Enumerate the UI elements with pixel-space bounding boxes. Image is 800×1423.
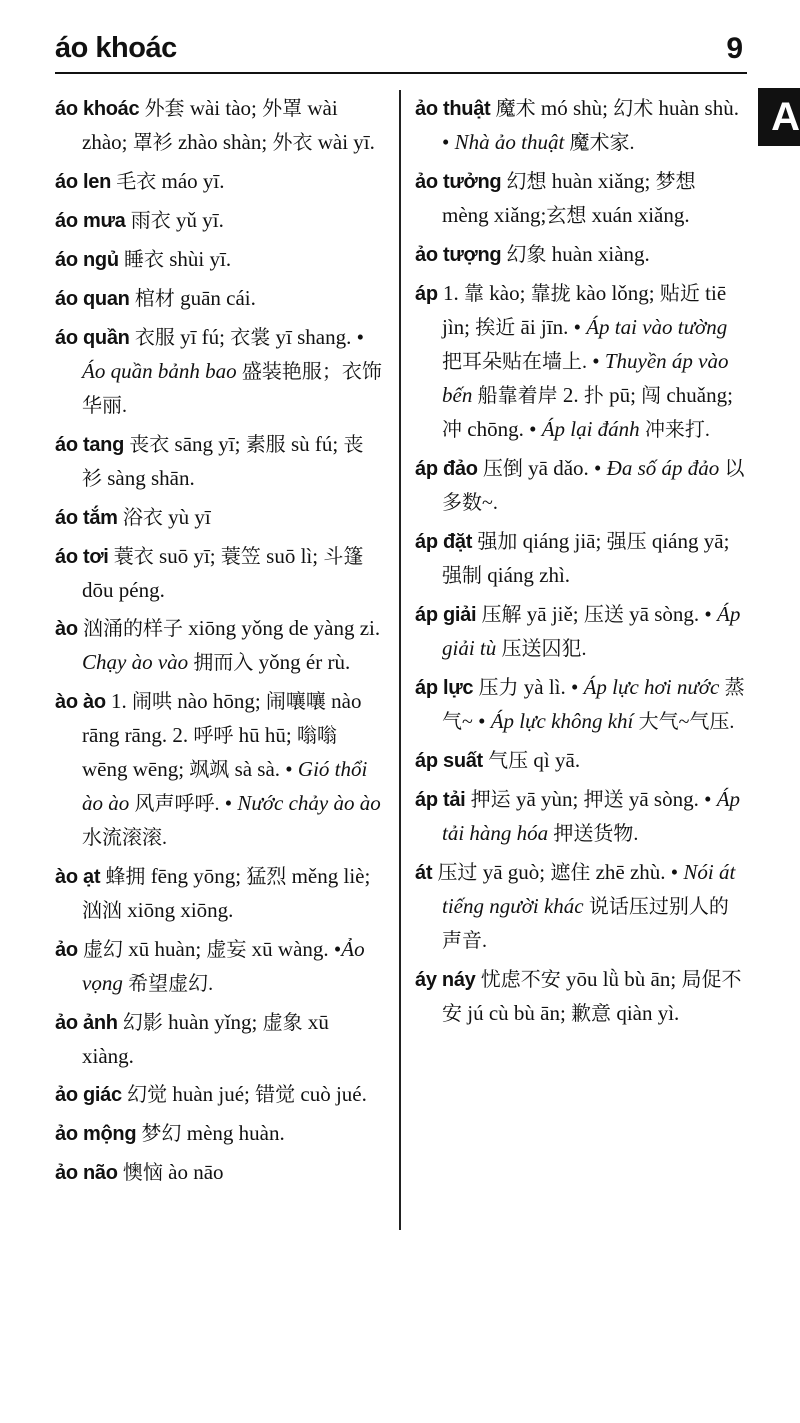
entry-headword: át (415, 862, 433, 884)
example-phrase: Nói át tiếng người khác (442, 860, 736, 918)
entry-headword: áp đặt (415, 531, 473, 553)
example-phrase: Nước chảy ào ào (237, 791, 381, 815)
chinese-text: 靠拢 (530, 283, 571, 305)
example-phrase: Thuyền áp vào bến (442, 349, 729, 407)
chinese-text: 闹嚷嚷 (265, 691, 326, 713)
dictionary-entry (55, 204, 383, 238)
entry-headword: áo tắm (55, 507, 118, 529)
dictionary-entry (55, 165, 383, 199)
chinese-text: 梦想 (655, 171, 696, 193)
entry-headword: áp (415, 283, 438, 305)
chinese-text: 罩衫 (132, 132, 173, 154)
example-phrase: Áp lực hơi nước (583, 675, 720, 699)
definition-text: 1. (111, 689, 132, 713)
dictionary-entry (415, 277, 747, 447)
chinese-text: 盛装艳服；衣饰华丽. (82, 361, 382, 417)
definition-text: huàn yǐng; (162, 1010, 263, 1034)
example-phrase: Đa số áp đảo (606, 456, 720, 480)
chinese-text: 棺材 (134, 288, 175, 310)
chinese-text: 魔术家. (569, 132, 635, 154)
chinese-text: 忧虑不安 (480, 969, 561, 991)
chinese-text: 玄想 (546, 205, 587, 227)
chinese-text: 歉意 (571, 1003, 612, 1025)
dictionary-entry (415, 744, 747, 778)
definition-text: yā sòng. • (623, 787, 717, 811)
definition-text: • (587, 349, 605, 373)
chinese-text: 把耳朵贴在墙上. (442, 351, 587, 373)
dictionary-entry (55, 428, 383, 496)
chinese-text: 外衣 (272, 132, 313, 154)
definition-text: mèng xiǎng; (442, 203, 547, 227)
example-phrase: Áp tải hàng hóa (442, 787, 741, 845)
definition-text: xū wàng. • (246, 937, 342, 961)
definition-text: máo yī. (156, 169, 225, 193)
definition-text: sà sà. • (229, 757, 298, 781)
chinese-text: 汹汹 (82, 900, 122, 922)
chinese-text: 强制 (442, 565, 482, 587)
definition-text: yā guò; (477, 860, 551, 884)
definition-text: nào rāng rāng. 2. (82, 689, 362, 747)
dictionary-entry (55, 92, 383, 160)
chinese-text: 押送 (583, 789, 624, 811)
entry-headword: áy náy (415, 969, 476, 991)
chinese-text: 以多数~. (442, 458, 745, 514)
chinese-text: 丧衣 (129, 434, 170, 456)
example-phrase: Áp lực không khí (490, 709, 634, 733)
chinese-text: 气压 (488, 750, 529, 772)
definition-text: tiē jìn; (442, 281, 727, 339)
dictionary-entry (55, 501, 383, 535)
chinese-text: 贴近 (659, 283, 700, 305)
chinese-text: 衣服 (134, 327, 175, 349)
entry-headword: áp đảo (415, 458, 478, 480)
definition-text: xiōng xiōng. (122, 898, 234, 922)
chinese-text: 丧衫 (82, 434, 364, 490)
definition-text: sāng yī; (169, 432, 246, 456)
definition-text: āi jīn. • (515, 315, 587, 339)
entry-headword: áp lực (415, 677, 474, 699)
definition-text: yà lì. • (518, 675, 584, 699)
chinese-text: 斗篷 (323, 546, 364, 568)
definition-text: dōu péng. (82, 578, 165, 602)
chinese-text: 外罩 (262, 98, 303, 120)
chinese-text: 素服 (245, 434, 286, 456)
entry-headword: áo khoác (55, 98, 140, 120)
chinese-text: 靠 (464, 283, 484, 305)
example-phrase: Chạy ào vào (82, 650, 189, 674)
chinese-text: 遮住 (550, 862, 591, 884)
definition-text: xuán xiǎng. (586, 203, 690, 227)
right-column (415, 92, 747, 1036)
definition-text: hū hū; (233, 723, 297, 747)
example-phrase: Áp tai vào tường (586, 315, 728, 339)
chinese-text: 幻想 (506, 171, 547, 193)
chinese-text: 冲来打. (644, 419, 710, 441)
entry-headword: ảo ảnh (55, 1012, 118, 1034)
entry-headword: áo len (55, 171, 111, 193)
definition-text: yǔ yī. (170, 208, 224, 232)
entry-headword: ảo não (55, 1162, 118, 1184)
definition-text: yā sòng. • (623, 602, 718, 626)
definition-text: yù yī (162, 505, 211, 529)
chinese-text: 说话压过别人的声音. (442, 896, 729, 952)
entry-headword: ào (55, 618, 78, 640)
definition-text: 1. (443, 281, 464, 305)
entry-headword: áp suất (415, 750, 483, 772)
chinese-text: 压送 (583, 604, 624, 626)
definition-text: xū xiàng. (82, 1010, 329, 1068)
chinese-text: 压力 (478, 677, 519, 699)
definition-text: yǒng ér rù. (253, 650, 351, 674)
entry-headword: áp tải (415, 789, 466, 811)
chinese-text: 强加 (477, 531, 518, 553)
definition-text: zhào shàn; (172, 130, 273, 154)
definition-text: suō yī; (153, 544, 221, 568)
page-header (55, 30, 747, 74)
definition-text: qiáng yā; (646, 529, 730, 553)
chinese-text: 水流滚滚. (82, 827, 167, 849)
entry-headword: áo quần (55, 327, 130, 349)
chinese-text: 魔术 (495, 98, 536, 120)
entry-headword: ảo giác (55, 1084, 122, 1106)
definition-text: pū; (603, 383, 642, 407)
entry-headword: áo tang (55, 434, 125, 456)
entry-headword: ảo tượng (415, 244, 502, 266)
definition-text: yī shang. • (270, 325, 364, 349)
chinese-text: 大气~气压. (638, 711, 735, 733)
chinese-text: 错觉 (255, 1084, 296, 1106)
chinese-text: 衣裳 (230, 327, 271, 349)
definition-text: • (219, 791, 238, 815)
dictionary-entry (415, 671, 747, 739)
entry-headword: áp giải (415, 604, 477, 626)
dictionary-entry (55, 860, 383, 928)
chinese-text: 蒸气~ (442, 677, 745, 733)
dictionary-entry (55, 685, 383, 855)
entry-headword: áo quan (55, 288, 130, 310)
entry-headword: ảo (55, 939, 78, 961)
chinese-text: 呼呼 (193, 725, 234, 747)
chinese-text: 蓑笠 (220, 546, 261, 568)
chinese-text: 挨近 (475, 317, 516, 339)
example-phrase: Áp lại đánh (541, 417, 640, 441)
chinese-text: 梦幻 (141, 1123, 182, 1145)
chinese-text: 汹涌的样子 (83, 618, 183, 640)
entry-headword: ào ào (55, 691, 106, 713)
definition-text: měng liè; (286, 864, 371, 888)
chinese-text: 懊恼 (122, 1162, 163, 1184)
definition-text: sù fú; (285, 432, 344, 456)
chinese-text: 压倒 (482, 458, 523, 480)
chinese-text: 蓑衣 (113, 546, 154, 568)
chinese-text: 飒飒 (189, 759, 230, 781)
dictionary-entry (55, 612, 383, 680)
definition-text: yā jiě; (521, 602, 584, 626)
chinese-text: 幻象 (506, 244, 547, 266)
definition-text: wài zhào; (82, 96, 338, 154)
entry-headword: áo mưa (55, 210, 126, 232)
thumb-index-tab: A (758, 88, 800, 146)
entry-headword: áo tơi (55, 546, 109, 568)
definition-text: qiáng zhì. (482, 563, 571, 587)
dictionary-entry (415, 783, 747, 851)
definition-text: guān cái. (174, 286, 256, 310)
dictionary-entry (415, 598, 747, 666)
definition-text: zhē zhù. • (590, 860, 684, 884)
chinese-text: 虚幻 (83, 939, 123, 961)
definition-text: • (472, 709, 491, 733)
definition-text: qiàn yì. (611, 1001, 680, 1025)
chinese-text: 冲 (442, 419, 462, 441)
chinese-text: 船靠着岸 (477, 385, 558, 407)
chinese-text: 局促不安 (442, 969, 742, 1025)
dictionary-entry (415, 165, 747, 233)
definition-text: suō lì; (260, 544, 324, 568)
dictionary-entry (55, 243, 383, 277)
chinese-text: 外套 (144, 98, 185, 120)
chinese-text: 幻术 (613, 98, 654, 120)
definition-text: ào nāo (162, 1160, 224, 1184)
definition-text: wài tào; (184, 96, 263, 120)
left-column (55, 92, 383, 1195)
entry-headword: áo ngủ (55, 249, 119, 271)
chinese-text: 压送囚犯. (501, 638, 587, 660)
dictionary-entry (415, 525, 747, 593)
dictionary-entry (55, 1117, 383, 1151)
entry-headword: ảo mộng (55, 1123, 137, 1145)
definition-text: qiáng jiā; (517, 529, 607, 553)
example-phrase: Áp giải tù (442, 602, 741, 660)
chinese-text: 幻觉 (127, 1084, 168, 1106)
chinese-text: 虚妄 (206, 939, 247, 961)
dictionary-entry (55, 321, 383, 423)
guide-word: áo khoác (55, 32, 177, 64)
column-divider (399, 90, 401, 1230)
definition-text: jú cù bù ān; (462, 1001, 572, 1025)
definition-text: sàng shān. (102, 466, 195, 490)
definition-text: nào hōng; (172, 689, 266, 713)
entry-headword: ảo thuật (415, 98, 491, 120)
definition-text: huàn shù. • (442, 96, 739, 154)
chinese-text: 强压 (606, 531, 647, 553)
page-number: 9 (726, 32, 743, 65)
dictionary-entry (415, 963, 747, 1031)
chinese-text: 闹哄 (132, 691, 172, 713)
definition-text: fēng yōng; (145, 864, 247, 888)
example-phrase: Áo quần bảnh bao (82, 359, 237, 383)
definition-text: yī fú; (174, 325, 231, 349)
definition-text: cuò jué. (295, 1082, 367, 1106)
chinese-text: 扑 (583, 385, 604, 407)
definition-text: xū huàn; (123, 937, 207, 961)
chinese-text: 拥而入 (193, 652, 254, 674)
definition-text: 2. (557, 383, 584, 407)
definition-text: yōu lǜ bù ān; (560, 967, 682, 991)
chinese-text: 闯 (641, 385, 662, 407)
dictionary-entry (55, 540, 383, 607)
definition-text: wēng wēng; (82, 757, 190, 781)
definition-text: chuǎng; (661, 383, 733, 407)
definition-text: xiōng yǒng de yàng zi. (183, 616, 381, 640)
dictionary-entry (55, 1006, 383, 1073)
chinese-text: 压过 (437, 862, 478, 884)
dictionary-entry (55, 933, 383, 1001)
dictionary-entry (55, 1078, 383, 1112)
dictionary-entry (415, 238, 747, 272)
definition-text: yā yùn; (510, 787, 584, 811)
definition-text: yā dǎo. • (522, 456, 607, 480)
definition-text: huàn jué; (167, 1082, 256, 1106)
chinese-text: 浴衣 (122, 507, 163, 529)
definition-text: huàn xiàng. (546, 242, 650, 266)
chinese-text: 蜂拥 (105, 866, 146, 888)
dictionary-entry (55, 282, 383, 316)
dictionary-entry (55, 1156, 383, 1190)
dictionary-entry (415, 452, 747, 520)
definition-text: kào; (484, 281, 531, 305)
chinese-text: 压解 (481, 604, 522, 626)
definition-text: mèng huàn. (181, 1121, 285, 1145)
chinese-text: 押运 (470, 789, 511, 811)
dictionary-entry (415, 92, 747, 160)
chinese-text: 毛衣 (116, 171, 157, 193)
definition-text: shùi yī. (164, 247, 232, 271)
entry-headword: ào ạt (55, 866, 101, 888)
chinese-text: 雨衣 (130, 210, 171, 232)
chinese-text: 幻影 (122, 1012, 163, 1034)
chinese-text: 风声呼呼. (134, 793, 220, 815)
definition-text: chōng. • (462, 417, 542, 441)
chinese-text: 希望虚幻. (128, 973, 214, 995)
definition-text: mó shù; (535, 96, 614, 120)
chinese-text: 猛烈 (246, 866, 287, 888)
chinese-text: 虚象 (262, 1012, 303, 1034)
example-phrase: Ảo vọng (82, 937, 365, 995)
definition-text: huàn xiǎng; (546, 169, 656, 193)
chinese-text: 睡衣 (124, 249, 164, 271)
example-phrase: Nhà ảo thuật (454, 130, 565, 154)
example-phrase: Gió thổi ào ào (82, 757, 368, 815)
definition-text: kào lǒng; (570, 281, 660, 305)
entry-headword: ảo tưởng (415, 171, 502, 193)
definition-text: wài yī. (312, 130, 375, 154)
definition-text: qì yā. (528, 748, 581, 772)
dictionary-entry (415, 856, 747, 958)
chinese-text: 嗡嗡 (296, 725, 337, 747)
chinese-text: 押送货物. (553, 823, 639, 845)
